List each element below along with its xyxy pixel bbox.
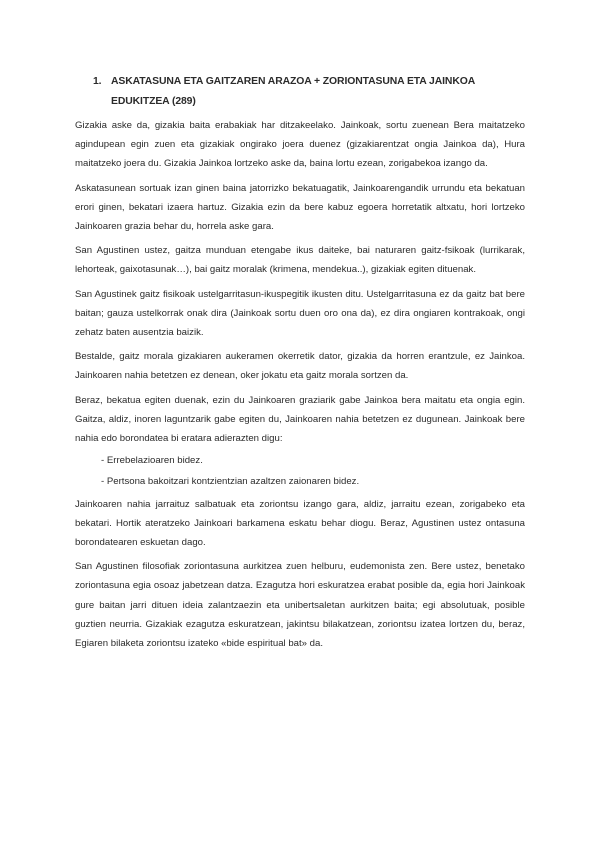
paragraph: Jainkoaren nahia jarraituz salbatuak eta zoriontsu izango gara, aldiz, jarraitu ezean, zorigabeko eta bekatari. Hortik ateratzeko Jainkoari barkamena eskatu behar diogu. Beraz, Agustinen ustez ontasuna borondatearen eskuetan dago. [75,498,525,549]
paragraph: San Agustinek gaitz fisikoak ustelgarritasun-ikuspegitik ikusten ditu. Ustelgarritasuna ez da gaitz bat bere baitan; gauza ustelkorrak onak dira (Jainkoak sortu duen oro ona da), ez dira ongiaren kontrakoak, ongi zehatz baten ausentzia baizik. [75,288,525,339]
paragraph: Askatasunean sortuak izan ginen baina jatorrizko bekatuagatik, Jainkoarengandik urrundu eta bekatuan erori ginen, bekatari izaera hartuz. Gizakia ezin da bere kabuz egoera horretatik altxatu, hori lortzeko Jainkoaren grazia behar du, horrela aske gara. [75,182,525,233]
bullet-list [75,451,525,491]
list-item: - Errebelazioaren bidez. [101,455,203,467]
paragraph: San Agustinen filosofiak zoriontasuna aurkitzea zuen helburu, eudemonista zen. Bere ustez, benetako zoriontasuna egia osoaz jabetzean datza. Ezagutza hori eskuratzea erabat posible da, egia hori Jainkoak gure baitan jarri dituen ideia zalantzaezin eta unibertsaletan aurkitzen baita; egi absolutuak, posible guztien neurria. Gizakiak ezagutza eskuratzean, jakintsu bilakatzean, zoriontsu izatea lortzen du, beraz, Egiaren bilaketa zoriontsu izateko «bide espiritual bat» da. [75,561,525,650]
paragraph: Gizakia aske da, gizakia baita erabakiak har ditzakeelako. Jainkoak, sortu zuenean Bera maitatzeko agindupean egin zuen eta gizakiak ongirako joera duenez (gizakiarentzat ongia Jainkoa da), Hura maitatzeko joera du. Gizakia Jainkoa lortzeko aske da, baina lortu ezean, zorigabekoa izango da. [75,120,525,170]
list-item: - Pertsona bakoitzari kontzientzian azaltzen zaionaren bidez. [101,476,360,488]
section-number: 1. [93,76,102,87]
section-title: ASKATASUNA ETA GAITZAREN ARAZOA + ZORIONTASUNA ETA JAINKOA EDUKITZEA (289) [111,76,475,107]
paragraph: San Agustinen ustez, gaitza munduan etengabe ikus daiteke, bai naturaren gaitz-fsikoak (lurrikarak, lehorteak, gaixotasunak…), bai gaitz moralak (krimena, mendekua..), gizakiak egiten dituenak. [75,245,525,276]
paragraph: Bestalde, gaitz morala gizakiaren aukeramen okerretik dator, gizakia da horren erantzule, ez Jainkoa. Jainkoaren nahia betetzen ez denean, oker jokatu eta gaitz morala sortzen da. [75,351,525,382]
section-heading [93,72,525,112]
paragraph: Beraz, bekatua egiten duenak, ezin du Jainkoaren graziarik gabe Jainkoa bera maitatu eta ongia egin. Gaitza, aldiz, inoren laguntzarik gabe egiten du, Jainkoaren nahia betetzen ez dugunean. Jainkoak bere nahia edo borondatea bi eratara adierazten digu: [75,394,525,445]
